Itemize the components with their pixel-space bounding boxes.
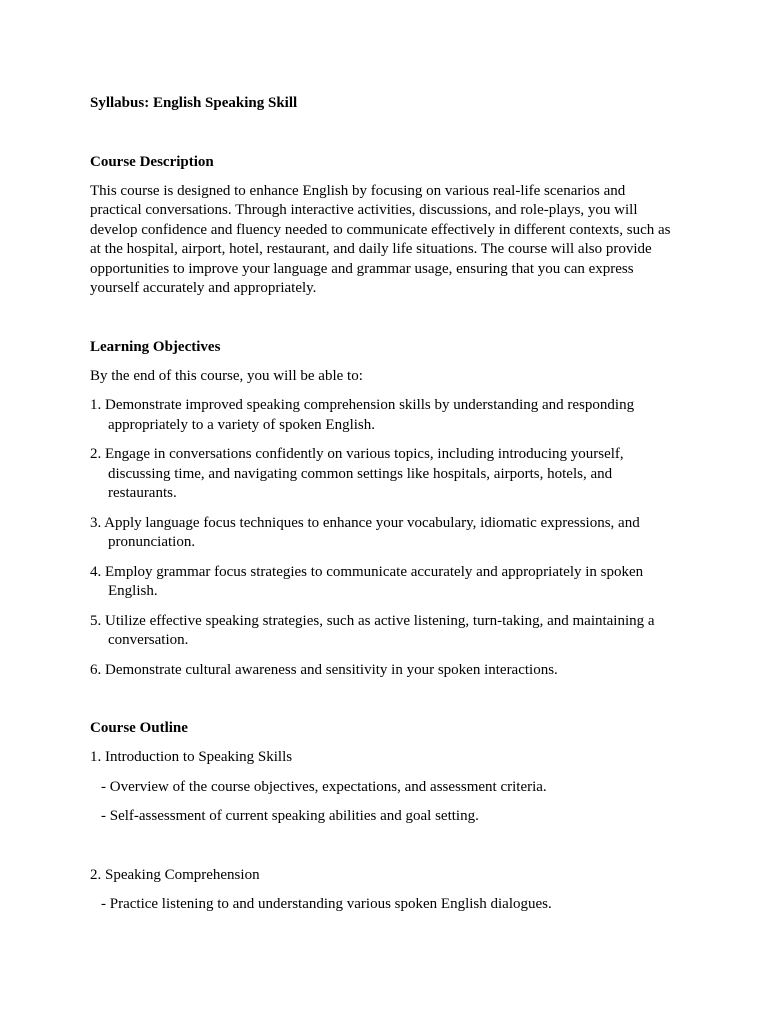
learning-objectives-section	[90, 338, 680, 681]
outline-unit-title: 2. Speaking Comprehension	[90, 866, 260, 883]
section-heading: Course Description	[90, 153, 214, 170]
outline-point: - Practice listening to and understanding various spoken English dialogues.	[101, 896, 552, 912]
list-item: 3. Apply language focus techniques to enhance your vocabulary, idiomatic expressions, and pronunciation.	[90, 514, 640, 550]
list-item: 6. Demonstrate cultural awareness and sensitivity in your spoken interactions.	[90, 661, 558, 678]
list-item: 1. Demonstrate improved speaking comprehension skills by understanding and responding appropriately to a variety of spoken English.	[90, 397, 635, 433]
paragraph: This course is designed to enhance English by focusing on various real-life scenarios and practical conversations. Through interactive activities, discussions, and role-plays, you will develop confidence and fluency needed to communicate effectively in different contexts, such as at the hospital, airport, hotel, restaurant, and daily life situations. The course will also provide opportunities to improve your language and grammar usage, ensuring that you can express yourself accurately and appropriately.	[90, 182, 671, 296]
outline-point: - Overview of the course objectives, expectations, and assessment criteria.	[101, 778, 547, 795]
document-page	[90, 94, 680, 915]
list-item: 5. Utilize effective speaking strategies, such as active listening, turn-taking, and maintaining a conversation.	[90, 612, 655, 648]
section-heading: Learning Objectives	[90, 338, 221, 355]
document-title: Syllabus: English Speaking Skill	[90, 95, 298, 111]
course-outline-section	[90, 719, 680, 915]
section-heading: Course Outline	[90, 720, 188, 736]
outline-point: - Self-assessment of current speaking abilities and goal setting.	[101, 808, 479, 824]
list-item: 2. Engage in conversations confidently on various topics, including introducing yourself, discussing time, and navigating common settings like hospitals, airports, hotels, and restaurants.	[90, 446, 624, 501]
course-description-section	[90, 153, 680, 299]
outline-unit-title: 1. Introduction to Speaking Skills	[90, 749, 293, 765]
list-item: 4. Employ grammar focus strategies to communicate accurately and appropriately in spoken English.	[90, 563, 644, 599]
paragraph: By the end of this course, you will be able to:	[90, 367, 363, 384]
